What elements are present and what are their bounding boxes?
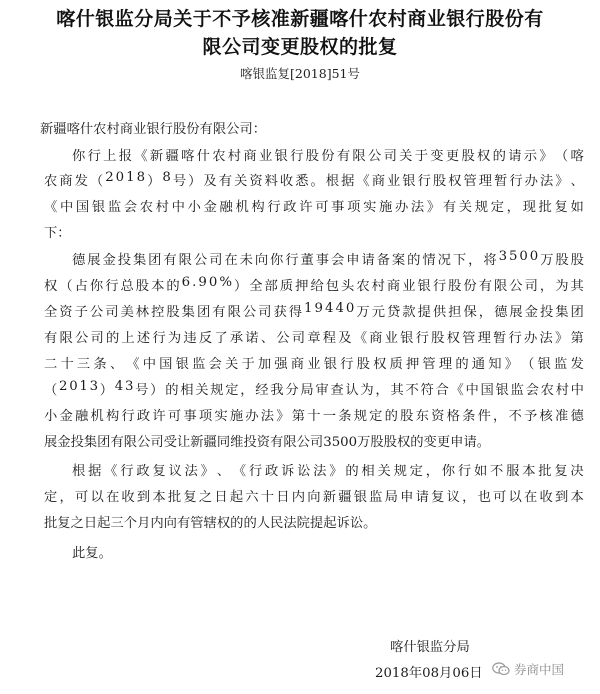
signature-date: 2018年08月06日 bbox=[375, 666, 483, 681]
document-title-line-1: 喀什银监分局关于不予核准新疆喀什农村商业银行股份有 bbox=[56, 8, 544, 30]
paragraph-2-line-7: 小 金 融 机 构 行 政 许 可 事 项 实 施 办 法 》 第 十 一 条 规 定 的 股 东 资 格 条 件 ， 不 予 核 准 德 bbox=[44, 409, 584, 424]
closing-text: 此复。 bbox=[72, 546, 112, 561]
document-number: 喀银监复[2018]51号 bbox=[240, 66, 360, 81]
document-title-line-2: 限公司变更股权的批复 bbox=[202, 36, 398, 58]
paragraph-3-line-1: 根 据 《 行 政 复 议 法 》 、 《 行 政 诉 讼 法 》 的 相 关 规 定 ， 你 行 如 不 服 本 批 复 决 bbox=[72, 464, 584, 479]
paragraph-3-line-3: 批复之日起三个月内向有管辖权的的人民法院提起诉讼。 bbox=[44, 516, 377, 531]
paragraph-1-line-2: 农 商 发 （ 2 0 1 8 ） 8 号 ） 及 有 关 资 料 收 悉 。 根 据 《 商 业 银 行 股 权 管 理 暂 行 办 法 》 、 bbox=[44, 170, 584, 189]
wechat-icon bbox=[492, 662, 510, 676]
paragraph-3-line-2: 定 ， 可 以 在 收 到 本 批 复 之 日 起 六 十 日 内 向 新 疆 银 监 局 申 请 复 议 ， 也 可 以 在 收 到 本 bbox=[44, 490, 584, 505]
paragraph-2-line-8: 展金投集团有限公司受让新疆同维投资有限公司3500万股股权的变更申请。 bbox=[44, 435, 491, 450]
signature-organization: 喀什银监分局 bbox=[390, 640, 470, 655]
watermark bbox=[492, 660, 564, 678]
paragraph-2-line-3: 全 资 子 公 司 美 林 控 股 集 团 有 限 公 司 获 得 1 9 4 4 0 万 元 贷 款 提 供 担 保 ， 德 展 金 投 集 团 bbox=[44, 301, 584, 320]
paragraph-2-line-6: （ 2 0 1 3 ） 4 3 号 ） 的 相 关 规 定 ， 经 我 分 局 审 查 认 为 ， 其 不 符 合 《 中 国 银 监 会 农 村 中 bbox=[44, 379, 584, 398]
salutation: 新疆喀什农村商业银行股份有限公司： bbox=[40, 122, 267, 137]
paragraph-1-line-3: 《 中 国 银 监 会 农 村 中 小 金 融 机 构 行 政 许 可 事 项 实 施 办 法 》 有 关 规 定 ， 现 批 复 如 bbox=[44, 200, 584, 215]
paragraph-2-line-2: 权 （ 占 你 行 总 股 本 的 6 . 9 0 % ） 全 部 质 押 给 包 头 农 村 商 业 银 行 股 份 有 限 公 司 ， 为 其 bbox=[44, 275, 584, 294]
paragraph-1-line-4: 下： bbox=[44, 226, 71, 241]
paragraph-2-line-1: 德 展 金 投 集 团 有 限 公 司 在 未 向 你 行 董 事 会 申 请 备 案 的 情 况 下 ， 将 3 5 0 0 万 股 股 bbox=[72, 249, 584, 268]
watermark-text: 券商中国 bbox=[514, 662, 565, 677]
paragraph-2-line-4: 有 限 公 司 的 上 述 行 为 违 反 了 承 诺 、 公 司 章 程 及 《 商 业 银 行 股 权 管 理 暂 行 办 法 》 第 bbox=[44, 331, 584, 346]
paragraph-2-line-5: 二 十 三 条 、 《 中 国 银 监 会 关 于 加 强 商 业 银 行 股 权 质 押 管 理 的 通 知 》 （ 银 监 发 bbox=[44, 357, 584, 372]
paragraph-1-line-1: 你 行 上 报 《 新 疆 喀 什 农 村 商 业 银 行 股 份 有 限 公 司 关 于 变 更 股 权 的 请 示 》 （ 喀 bbox=[72, 149, 584, 164]
